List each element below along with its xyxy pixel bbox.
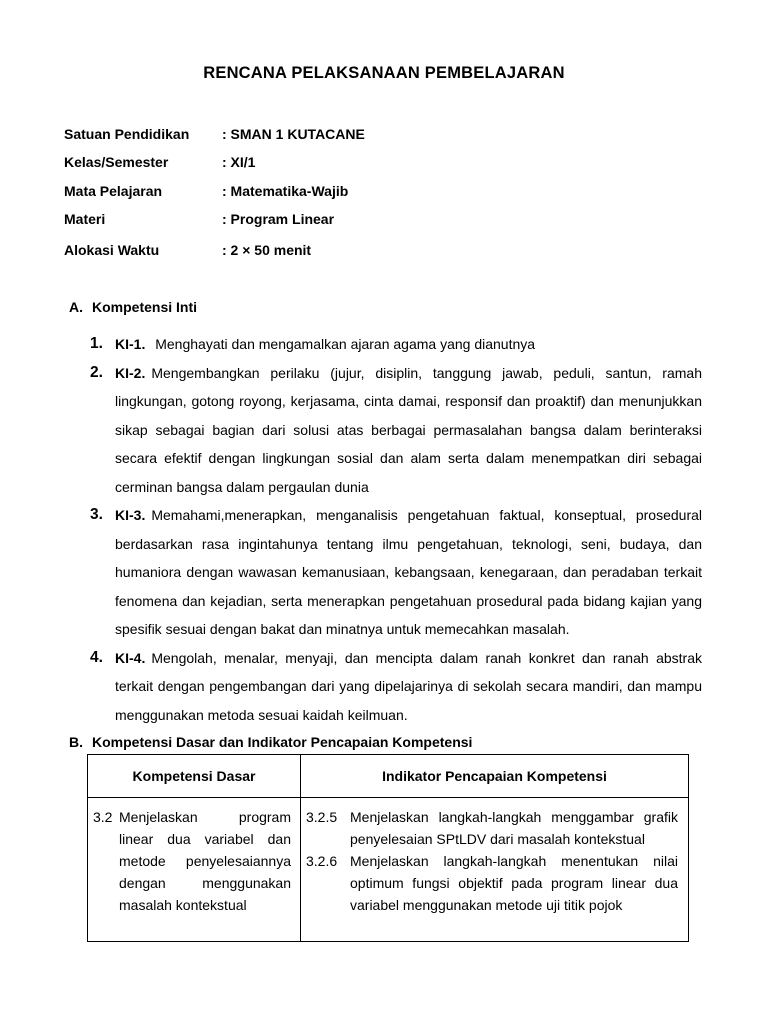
table-header-row: [88, 755, 689, 798]
identity-value: : Matematika-Wajib: [222, 183, 349, 199]
identity-label: Satuan Pendidikan: [64, 126, 190, 142]
indicator-text: Menjelaskan langkah-langkah menggambar grafik penyelesaian SPtLDV dari masalah kontekstual: [350, 809, 678, 847]
column-header: Kompetensi Dasar: [88, 755, 301, 798]
indicator-item: [306, 806, 678, 850]
identity-row-subject: [64, 183, 348, 199]
identity-label: Alokasi Waktu: [64, 242, 160, 258]
table-row: [88, 798, 689, 942]
competency-table: [87, 754, 689, 942]
list-number: 4.: [90, 648, 103, 666]
identity-label: Materi: [64, 211, 106, 227]
list-number: 2.: [90, 363, 103, 381]
identity-row-class: [64, 154, 255, 170]
identity-value: : SMAN 1 KUTACANE: [222, 126, 365, 142]
section-b-heading: Kompetensi Dasar dan Indikator Pencapaian Kompetensi: [92, 734, 473, 750]
identity-label: Mata Pelajaran: [64, 183, 163, 199]
section-a-marker: A.: [69, 299, 83, 315]
identity-value: : XI/1: [222, 154, 256, 170]
indicator-number: 3.2.6: [306, 853, 338, 869]
indicator-number: 3.2.5: [306, 809, 338, 825]
list-item: [90, 330, 702, 359]
ki-code: KI-2.: [115, 364, 146, 381]
column-header: Indikator Pencapaian Kompetensi: [301, 755, 689, 798]
identity-row-time: [64, 242, 311, 258]
identity-value: : 2 × 50 menit: [222, 242, 312, 258]
indicator-text: Menjelaskan langkah-langkah menentukan nilai optimum fungsi objektif pada program linear dua variabel menggunakan metode uji titik pojok: [350, 853, 678, 913]
kd-number: 3.2: [93, 809, 113, 825]
ki-code: KI-1.: [115, 336, 146, 352]
ki-code: KI-3.: [115, 507, 146, 523]
list-number: 3.: [90, 506, 103, 523]
list-item: [90, 644, 702, 730]
ki-text: Menghayati dan mengamalkan ajaran agama yang dianutnya: [151, 336, 536, 352]
indicator-item: [306, 850, 678, 916]
document-title: RENCANA PELAKSANAAN PEMBELAJARAN: [203, 64, 565, 82]
identity-row-material: [64, 211, 334, 227]
list-item: [90, 501, 702, 644]
kd-text: Menjelaskan program linear dua variabel dan metode penyelesaiannya dengan menggunakan masalah kontekstual: [119, 809, 291, 913]
table-cell-indicators: [301, 798, 689, 942]
identity-label: Kelas/Semester: [64, 154, 169, 170]
table-cell-kd: [88, 798, 301, 942]
identity-value: : Program Linear: [222, 211, 335, 227]
ki-text: Mengolah, menalar, menyaji, dan mencipta dalam ranah konkret dan ranah abstrak terkait dengan pengembangan dari yang dipelajarinya di sekolah secara mandiri, dan mampu menggunakan metoda sesuai kaidah keilmuan.: [115, 649, 702, 723]
ki-code: KI-4.: [115, 649, 146, 666]
list-item: [90, 359, 702, 502]
ki-text: Mengembangkan perilaku (jujur, disiplin, tanggung jawab, peduli, santun, ramah lingkungan, gotong royong, kerjasama, cinta damai, responsif dan proaktif) dan menunjukkan sikap sebagai bagian dari solusi atas berbagai permasalahan bangsa dalam berinteraksi secara efektif dengan lingkungan sosial dan alam serta dalam menempatkan diri sebagai cerminan bangsa dalam pergaulan dunia: [115, 364, 702, 495]
kompetensi-inti-list: [90, 330, 702, 729]
list-number: 1.: [90, 335, 103, 352]
section-a-heading: Kompetensi Inti: [92, 299, 198, 315]
section-b-marker: B.: [69, 734, 83, 750]
ki-text: Memahami,menerapkan, menganalisis pengetahuan faktual, konseptual, prosedural berdasarkan rasa ingintahunya tentang ilmu pengetahuan, teknologi, seni, budaya, dan humaniora dengan wawasan kemanusiaan, kebangsaan, kenegaraan, dan peradaban terkait fenomena dan kejadian, serta menerapkan pengetahuan prosedural pada bidang kajian yang spesifik sesuai dengan bakat dan minatnya untuk memecahkan masalah.: [115, 507, 702, 637]
identity-row-school: [64, 126, 365, 142]
